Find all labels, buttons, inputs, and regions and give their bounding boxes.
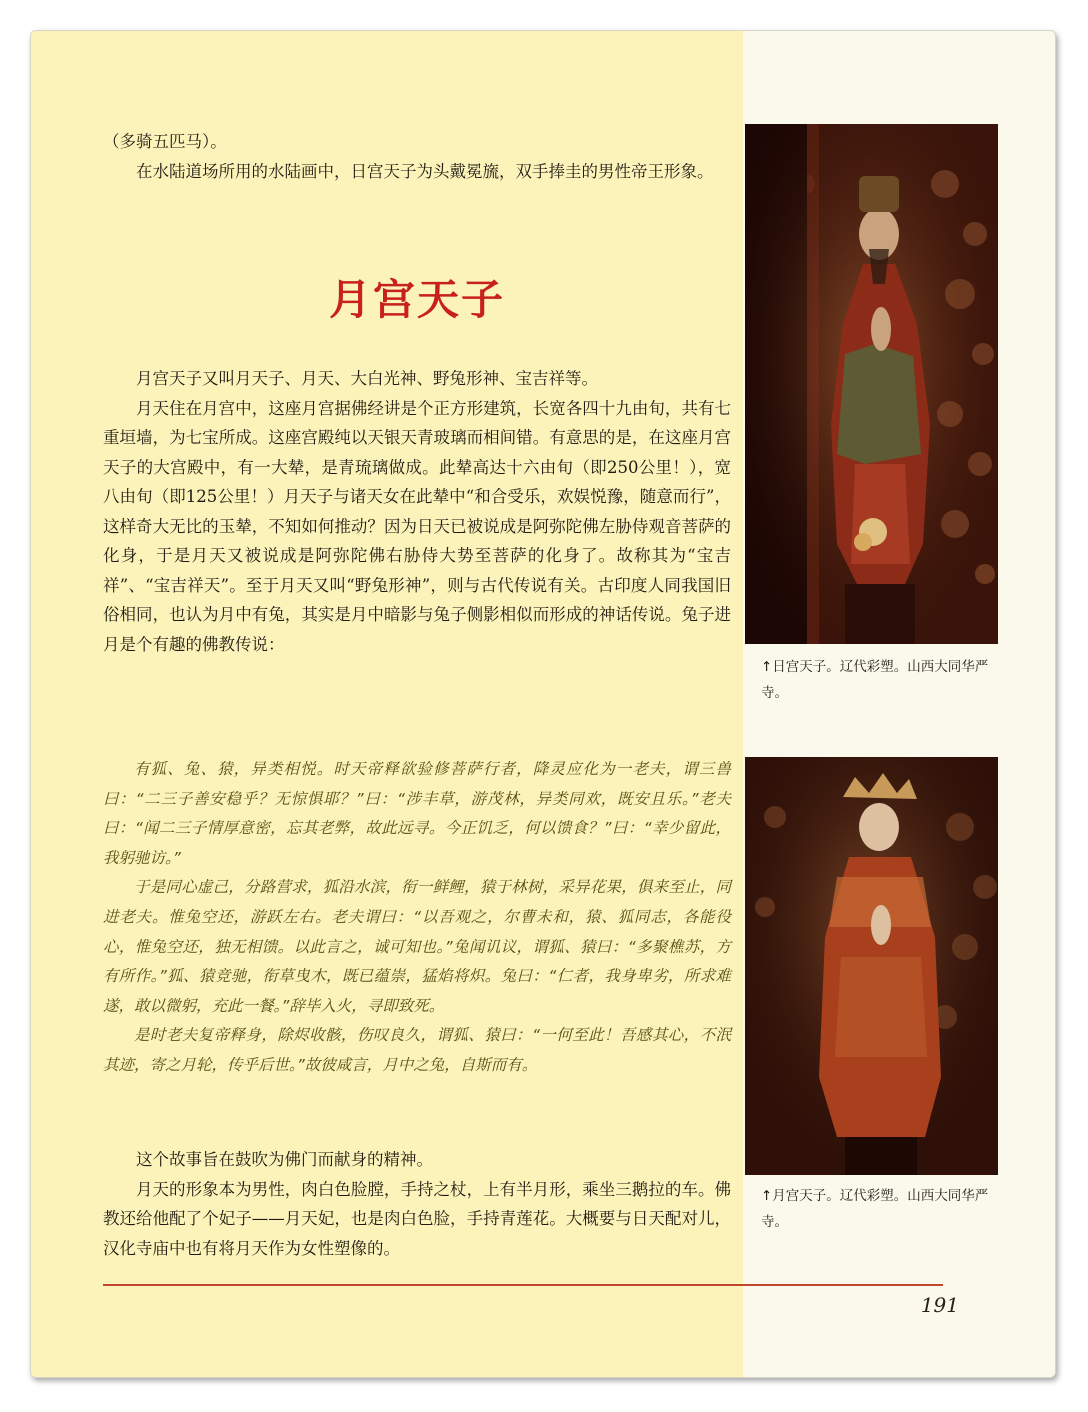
statue-illustration-1: [745, 124, 998, 644]
quote-paragraph-3: 是时老夫复帝释身，除烬收骸，伤叹良久，谓狐、猿曰：“一何至此！吾感其心，不泯其迹，寄之月轮，传乎后世。”故彼咸言，月中之兔，自斯而有。: [103, 1026, 731, 1074]
body-top: [103, 364, 731, 659]
statue-illustration-2: [745, 757, 998, 1175]
page-frame: [30, 30, 1056, 1378]
quote-paragraph-1: 有狐、兔、猿，异类相悦。时天帝释欲验修菩萨行者，降灵应化为一老夫，谓三兽曰：“二三子善安稳乎？无惊惧耶？”曰：“涉丰草，游茂林，异类同欢，既安且乐。”老夫曰：“闻二三子情厚意密，忘其老弊，故此远寻。今正饥乏，何以馈食？”曰：“幸少留此，我躬驰访。”: [103, 760, 731, 867]
section-title: 月宫天子: [328, 275, 505, 324]
body-bottom: [103, 1145, 731, 1263]
caption-photo-1: ↑日宫天子。辽代彩塑。山西大同华严寺。: [761, 659, 989, 701]
body-paragraph-1: 月宫天子又叫月天子、月天、大白光神、野兔形神、宝吉祥等。: [136, 369, 598, 388]
body-paragraph-3: 这个故事旨在鼓吹为佛门而献身的精神。: [136, 1150, 433, 1169]
page-number: 191: [920, 1293, 959, 1317]
caption-photo-2: ↑月宫天子。辽代彩塑。山西大同华严寺。: [761, 1188, 989, 1230]
quote-paragraph-2: 于是同心虚己，分路营求，狐沿水滨，衔一鲜鲤，猿于林树，采异花果，俱来至止，同进老夫。惟兔空还，游跃左右。老夫谓曰：“以吾观之，尔曹未和，猿、狐同志，各能役心，惟兔空还，独无相馈。以此言之，诚可知也。”兔闻讥议，谓狐、猿曰：“多聚樵苏，方有所作。”狐、猿竞驰，衔草曳木，既已蕴崇，猛焰将炽。兔曰：“仁者，我身卑劣，所求难遂，敢以微躬，充此一餐。”辞毕入火，寻即致死。: [103, 878, 731, 1015]
quoted-legend: [103, 755, 731, 1081]
intro-line-2: 在水陆道场所用的水陆画中，日宫天子为头戴冕旒，双手捧圭的男性帝王形象。: [136, 161, 714, 181]
footer-rule: [103, 1284, 943, 1286]
intro-text: [103, 127, 731, 186]
photo-moon-deity-statue: [745, 757, 998, 1175]
photo-sun-deity-statue: [745, 124, 998, 644]
body-paragraph-2: 月天住在月宫中，这座月宫据佛经讲是个正方形建筑，长宽各四十九由旬，共有七重垣墙，为七宝所成。这座宫殿纯以天银天青玻璃而相间错。有意思的是，在这座月宫天子的大宫殿中，有一大辇，是青琉璃做成。此辇高达十六由旬（即250公里！），宽八由旬（即125公里！）月天子与诸天女在此辇中“和合受乐，欢娱悦豫，随意而行”，这样奇大无比的玉辇，不知如何推动？因为日天已被说成是阿弥陀佛左胁侍观音菩萨的化身，于是月天又被说成是阿弥陀佛右胁侍大势至菩萨的化身了。故称其为“宝吉祥”、“宝吉祥天”。至于月天又叫“野兔形神”，则与古代传说有关。古印度人同我国旧俗相同，也认为月中有兔，其实是月中暗影与兔子侧影相似而形成的神话传说。兔子进月是个有趣的佛教传说：: [103, 398, 731, 654]
intro-line-1: （多骑五匹马）。: [103, 132, 227, 151]
body-paragraph-4: 月天的形象本为男性，肉白色脸膛，手持之杖，上有半月形，乘坐三鹅拉的车。佛教还给他配了个妃子——月天妃，也是肉白色脸，手持青莲花。大概要与日天配对儿，汉化寺庙中也有将月天作为女性塑像的。: [103, 1179, 731, 1258]
